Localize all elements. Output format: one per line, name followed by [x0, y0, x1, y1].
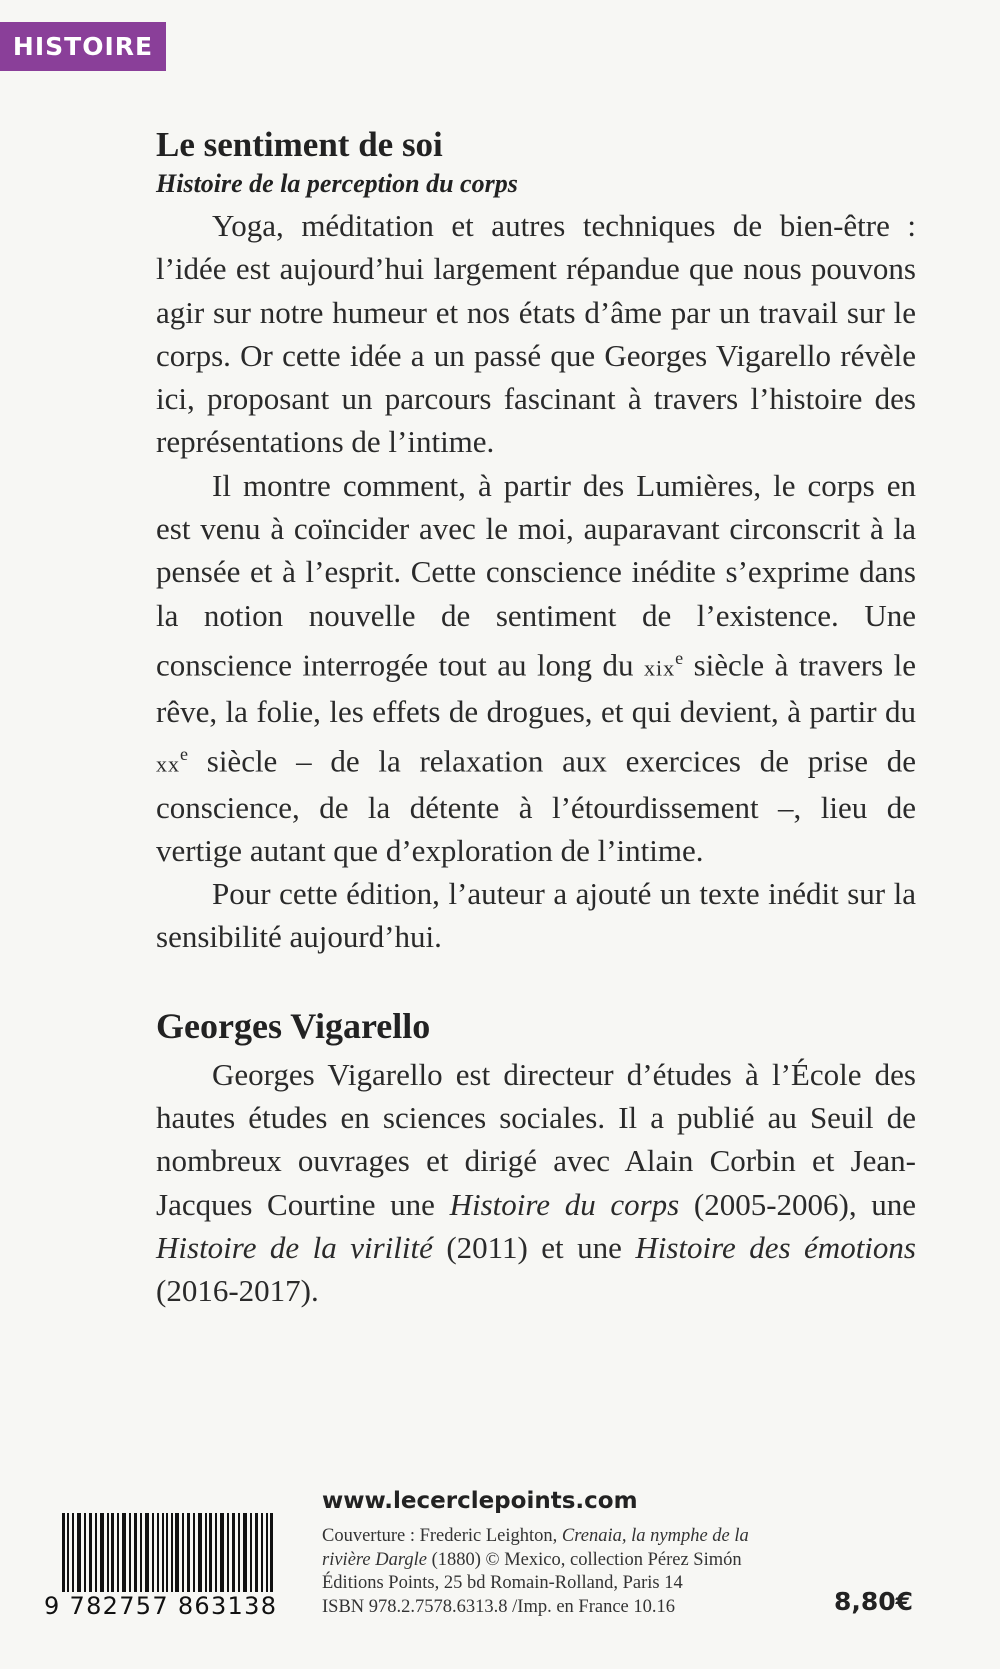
barcode-digits: 9 782757 863138 [44, 1592, 294, 1620]
summary-paragraph-3: Pour cette édition, l’auteur a ajouté un texte inédit sur la sensibilité aujourd’hui. [156, 876, 916, 955]
barcode [44, 1513, 294, 1603]
back-cover-text [156, 124, 916, 1312]
book-title: Le sentiment de soi [156, 125, 443, 164]
author-heading: Georges Vigarello [156, 1005, 431, 1046]
category-tag: HISTOIRE [0, 22, 166, 71]
credits-block [322, 1525, 792, 1619]
author-bio: Georges Vigarello est directeur d’études à l’École des hautes études en sciences sociales. Il a publié au Seuil de nombreux ouvrages et dirigé avec Alain Corbin et Jean-Jacques Courtine une Histoire du corps (2005-2006), une Histoire de la virilité (2011) et une Histoire des émotions (2016-2017). [156, 1056, 916, 1309]
summary-paragraph-2: Il montre comment, à partir des Lumières, le corps en est venu à coïncider avec le moi, auparavant circonscrit à la pensée et à l’esprit. Cette conscience inédite s’exprime dans la notion nouvelle de sentiment de l’existence. Une conscience interrogée tout au long du xix$^e$ siècle à travers le rêve, la folie, les effets de drogues, et qui devient, à partir du $xx^e$ siècle – de la relaxation aux exercices de prise de conscience, de la détente à l’étourdissement –, lieu de vertige autant que d’exploration de l’intime. [156, 467, 916, 868]
book-subtitle: Histoire de la perception du corps [156, 169, 518, 198]
cover-credit: Couverture : Frederic Leighton, Crenaia, la nymphe de la rivière Dargle (1880) © Mexico, collection Pérez Simón [322, 1526, 749, 1570]
price-label: 8,80€ [834, 1587, 914, 1616]
barcode-bars [44, 1513, 294, 1603]
publisher-address: Éditions Points, 25 bd Romain-Rolland, Paris 14 [322, 1573, 683, 1593]
summary-paragraph-1: Yoga, méditation et autres techniques de bien-être : l’idée est aujourd’hui largement répandue que nous pouvons agir sur notre humeur et nos états d’âme par un travail sur le corps. Or cette idée a un passé que Georges Vigarello révèle ici, proposant un parcours fascinant à travers l’histoire des représentations de l’intime. [156, 208, 916, 460]
isbn-line: ISBN 978.2.7578.6313.8 /Imp. en France 10.16 [322, 1596, 676, 1617]
publisher-url[interactable]: www.lecerclepoints.com [322, 1488, 638, 1514]
